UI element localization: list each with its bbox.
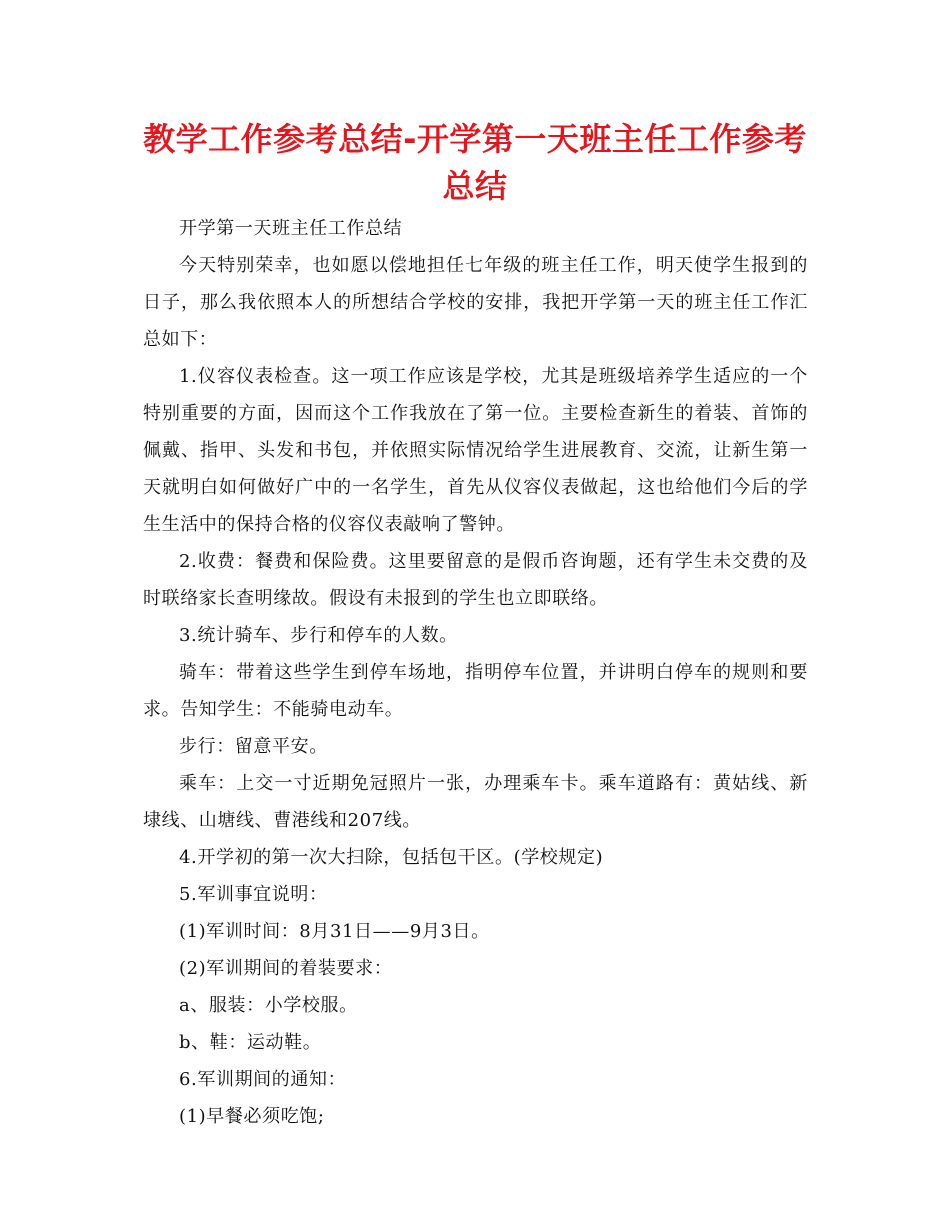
paragraph-item-1: 1.仪容仪表检查。这一项工作应该是学校，尤其是班级培养学生适应的一个特别重要的方面，因而这个工作我放在了第一位。主要检查新生的着装、首饰的佩戴、指甲、头发和书包，并依照实际情况给学生进展教育、交流，让新生第一天就明白如何做好广中的一名学生，首先从仪容仪表做起，这也给他们今后的学生生活中的保持合格的仪容仪表敲响了警钟。 <box>143 366 808 535</box>
paragraph-bus: 乘车：上交一寸近期免冠照片一张，办理乘车卡。乘车道路有：黄姑线、新埭线、山塘线、曹港线和207线。 <box>143 773 808 831</box>
paragraph-item-6-1: (1)早餐必须吃饱; <box>179 1106 325 1127</box>
paragraph-item-6: 6.军训期间的通知： <box>179 1069 347 1090</box>
paragraph-item-4: 4.开学初的第一次大扫除，包括包干区。(学校规定) <box>179 847 604 868</box>
paragraph-cycling: 骑车：带着这些学生到停车场地，指明停车位置，并讲明白停车的规则和要求。告知学生：不能骑电动车。 <box>143 662 808 720</box>
paragraph-subtitle: 开学第一天班主任工作总结 <box>179 218 403 239</box>
paragraph-item-3: 3.统计骑车、步行和停车的人数。 <box>179 625 458 646</box>
document-title: 教学工作参考总结-开学第一天班主任工作参考总结 <box>143 120 807 205</box>
paragraph-item-5-2: (2)军训期间的着装要求： <box>179 958 393 979</box>
document-body <box>143 210 808 1135</box>
paragraph-walking: 步行：留意平安。 <box>179 736 328 757</box>
paragraph-item-2: 2.收费：餐费和保险费。这里要留意的是假币咨询题，还有学生未交费的及时联络家长查明缘故。假设有未报到的学生也立即联络。 <box>143 551 808 609</box>
paragraph-intro: 今天特别荣幸，也如愿以偿地担任七年级的班主任工作，明天使学生报到的日子，那么我依照本人的所想结合学校的安排，我把开学第一天的班主任工作汇总如下： <box>143 255 808 350</box>
paragraph-item-5: 5.军训事宜说明： <box>179 884 328 905</box>
paragraph-item-5-2-a: a、服装：小学校服。 <box>179 995 358 1016</box>
paragraph-item-5-1: (1)军训时间：8月31日——9月3日。 <box>179 921 490 942</box>
paragraph-item-5-2-b: b、鞋：运动鞋。 <box>179 1032 322 1053</box>
